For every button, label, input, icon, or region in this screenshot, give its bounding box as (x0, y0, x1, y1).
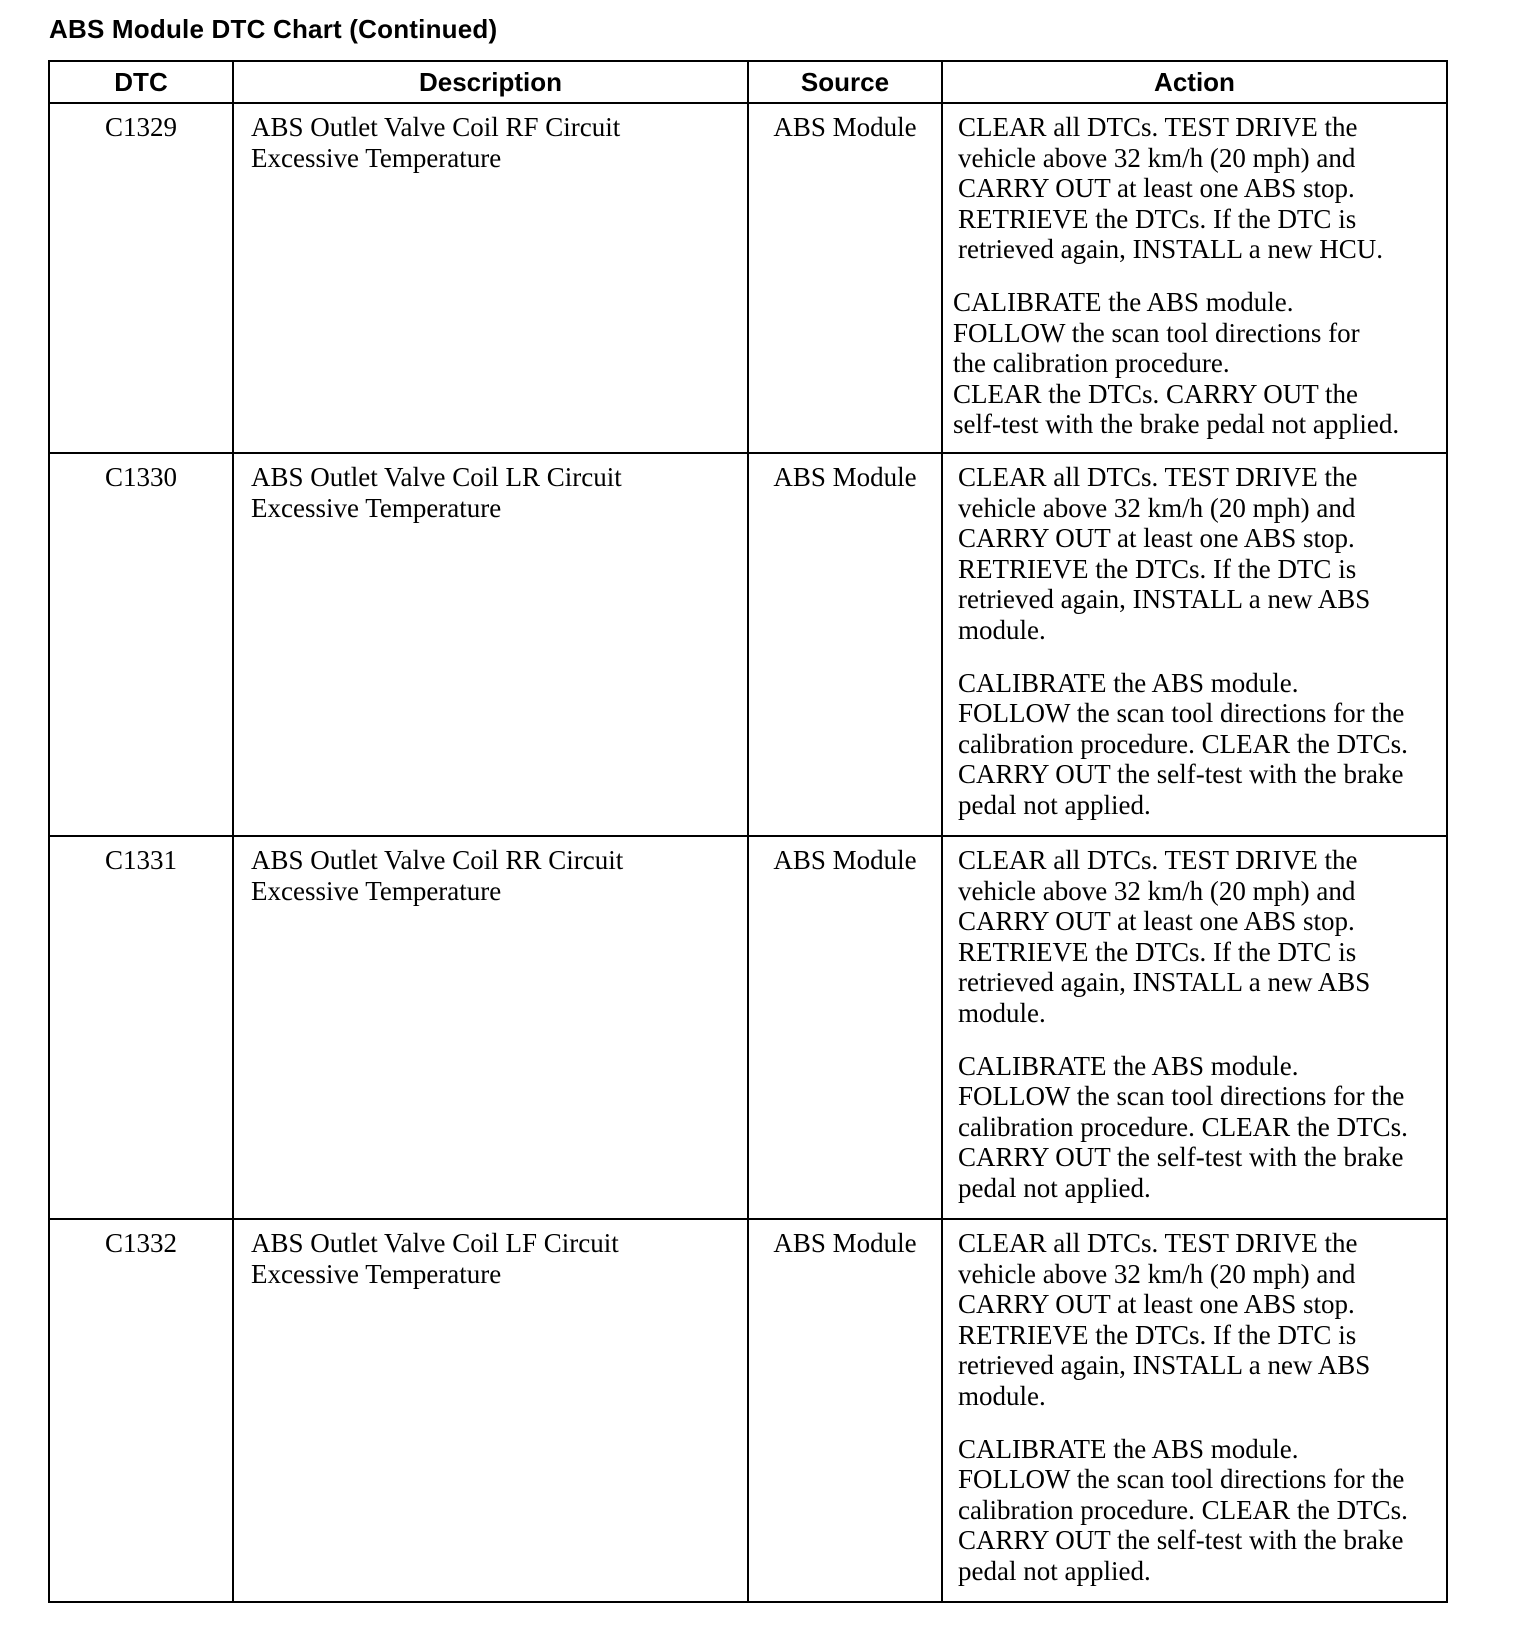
action-step: CLEAR all DTCs. TEST DRIVE the vehicle above 32 km/h (20 mph) and CARRY OUT at least one ABS stop. RETRIEVE the DTCs. If the DTC is retrieved again, INSTALL a new ABS module. (958, 1228, 1371, 1411)
description-text: ABS Outlet Valve Coil LF Circuit Excessive Temperature (251, 1228, 619, 1289)
header-action: Action (942, 61, 1447, 103)
dtc-action (942, 453, 1447, 836)
dtc-code: C1329 (49, 103, 233, 453)
dtc-description (233, 1219, 748, 1602)
dtc-action (942, 103, 1447, 453)
dtc-source: ABS Module (748, 453, 942, 836)
dtc-source: ABS Module (748, 1219, 942, 1602)
dtc-description (233, 103, 748, 453)
table-row (49, 103, 1447, 453)
header-dtc: DTC (49, 61, 233, 103)
table-header (49, 61, 1447, 103)
table-row (49, 836, 1447, 1219)
header-description: Description (233, 61, 748, 103)
table-body (49, 103, 1447, 1602)
action-step: CALIBRATE the ABS module. FOLLOW the scan tool directions for the calibration procedure. CLEAR the DTCs. CARRY OUT the self-test with the brake pedal not applied. (958, 1433, 1408, 1586)
header-row (49, 61, 1447, 103)
dtc-code: C1331 (49, 836, 233, 1219)
dtc-action (942, 836, 1447, 1219)
description-text: ABS Outlet Valve Coil LR Circuit Excessive Temperature (251, 462, 622, 523)
description-text: ABS Outlet Valve Coil RF Circuit Excessive Temperature (251, 112, 621, 173)
dtc-code: C1330 (49, 453, 233, 836)
dtc-chart-table (48, 60, 1448, 1603)
dtc-description (233, 836, 748, 1219)
table-row (49, 453, 1447, 836)
action-step: CLEAR all DTCs. TEST DRIVE the vehicle above 32 km/h (20 mph) and CARRY OUT at least one ABS stop. RETRIEVE the DTCs. If the DTC is retrieved again, INSTALL a new ABS module. (958, 462, 1371, 645)
action-step: CLEAR all DTCs. TEST DRIVE the vehicle above 32 km/h (20 mph) and CARRY OUT at least one ABS stop. RETRIEVE the DTCs. If the DTC is retrieved again, INSTALL a new HCU. (958, 112, 1383, 265)
action-step: CALIBRATE the ABS module. FOLLOW the scan tool directions for the calibration procedure. CLEAR the DTCs. CARRY OUT the self-test with the brake pedal not applied. (953, 286, 1400, 440)
description-text: ABS Outlet Valve Coil RR Circuit Excessive Temperature (251, 845, 624, 906)
dtc-action (942, 1219, 1447, 1602)
document-title: ABS Module DTC Chart (Continued) (49, 14, 498, 44)
header-source: Source (748, 61, 942, 103)
table-row (49, 1219, 1447, 1602)
action-step: CALIBRATE the ABS module. FOLLOW the scan tool directions for the calibration procedure. CLEAR the DTCs. CARRY OUT the self-test with the brake pedal not applied. (958, 667, 1408, 820)
dtc-description (233, 453, 748, 836)
action-step: CALIBRATE the ABS module. FOLLOW the scan tool directions for the calibration procedure. CLEAR the DTCs. CARRY OUT the self-test with the brake pedal not applied. (958, 1050, 1408, 1203)
dtc-source: ABS Module (748, 836, 942, 1219)
dtc-source: ABS Module (748, 103, 942, 453)
action-step: CLEAR all DTCs. TEST DRIVE the vehicle above 32 km/h (20 mph) and CARRY OUT at least one ABS stop. RETRIEVE the DTCs. If the DTC is retrieved again, INSTALL a new ABS module. (958, 845, 1371, 1028)
dtc-code: C1332 (49, 1219, 233, 1602)
